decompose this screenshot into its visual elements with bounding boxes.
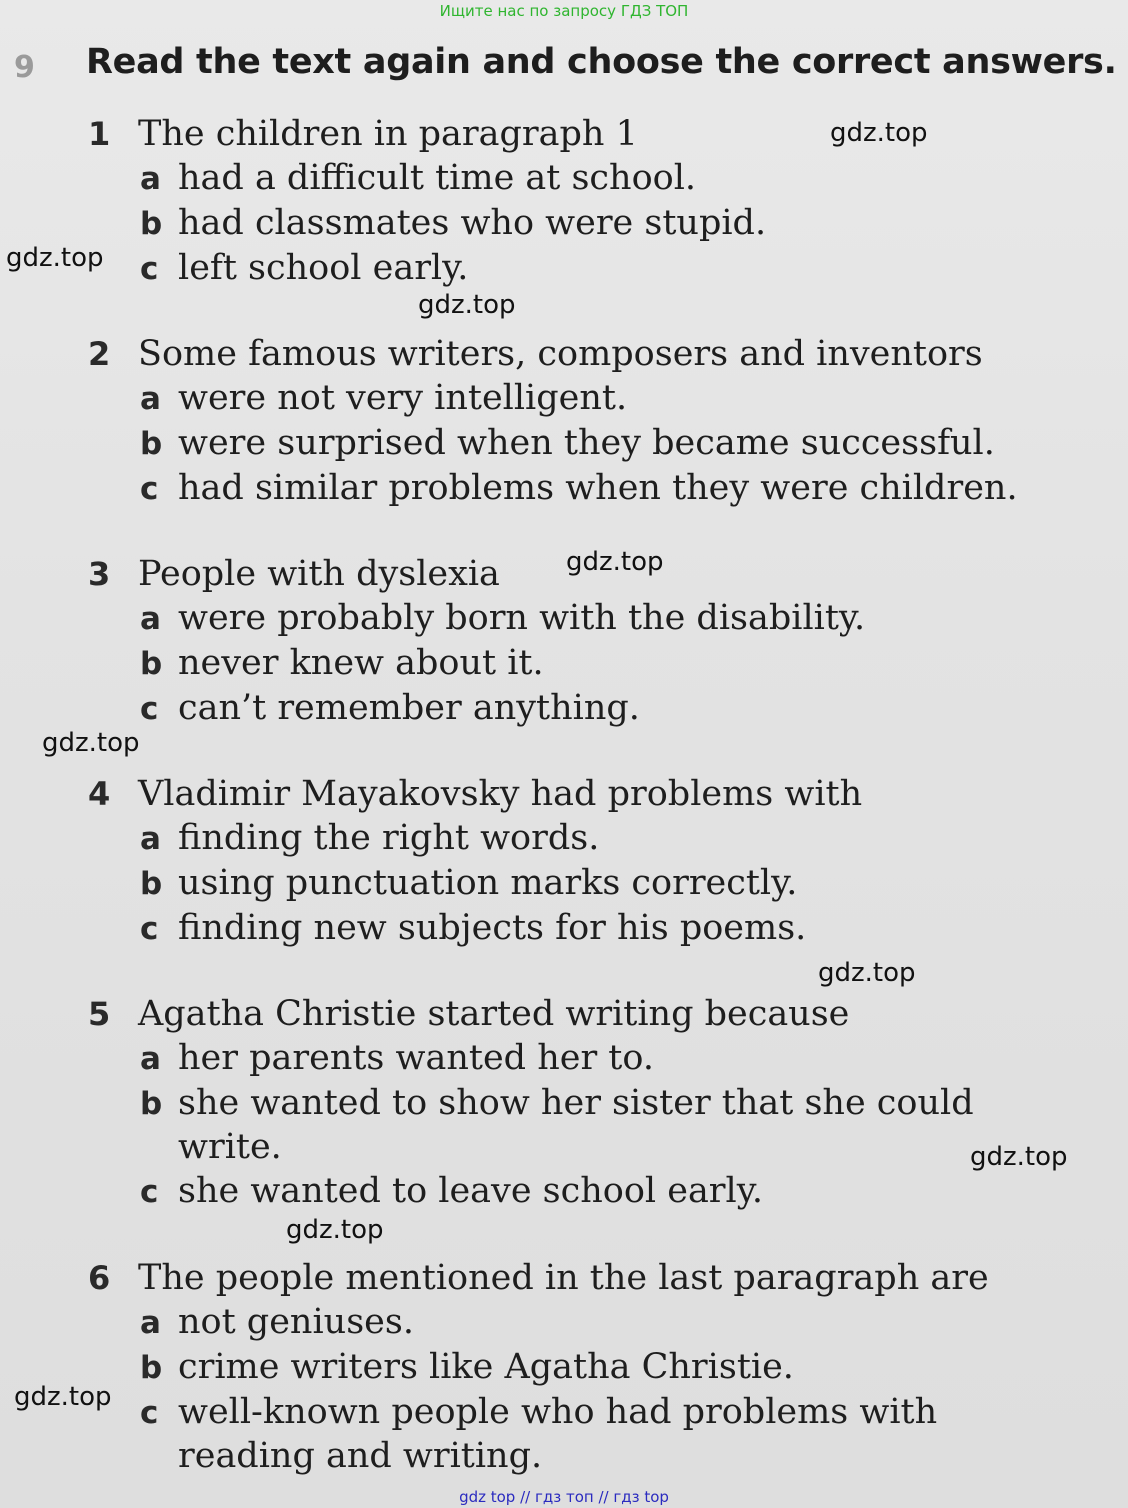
option-letter: a <box>140 161 161 197</box>
option-b[interactable] <box>88 421 1118 466</box>
question-number: 2 <box>88 335 111 373</box>
watermark: gdz.top <box>42 728 140 758</box>
option-text: not geniuses. <box>178 1302 414 1342</box>
option-letter: c <box>140 911 159 947</box>
option-letter: b <box>140 1086 163 1122</box>
watermark: gdz.top <box>14 1382 112 1412</box>
option-letter: a <box>140 1041 161 1077</box>
question-stem: Some famous writers, composers and inventors <box>138 334 983 374</box>
question-stem: People with dyslexia <box>138 554 500 594</box>
top-banner[interactable]: Ищите нас по запросу ГДЗ ТОП <box>439 2 689 20</box>
option-letter: c <box>140 251 159 287</box>
option-letter: b <box>140 646 163 682</box>
option-c[interactable] <box>88 1169 1118 1214</box>
option-letter: b <box>140 426 163 462</box>
option-text: had a difficult time at school. <box>178 158 697 198</box>
watermark: gdz.top <box>566 547 664 577</box>
option-a[interactable] <box>88 1036 1118 1081</box>
option-b[interactable] <box>88 861 1118 906</box>
option-text: crime writers like Agatha Christie. <box>178 1347 794 1387</box>
question-number: 4 <box>88 775 111 813</box>
question-stem: Agatha Christie started writing because <box>138 994 850 1034</box>
option-text: she wanted to show her sister that she could write. <box>178 1083 974 1167</box>
option-letter: c <box>140 1174 159 1210</box>
option-text: can’t remember anything. <box>178 688 640 728</box>
question-3 <box>88 552 1118 731</box>
question-number: 3 <box>88 555 111 593</box>
option-letter: b <box>140 866 163 902</box>
option-c[interactable] <box>88 906 1118 951</box>
option-a[interactable] <box>88 596 1118 641</box>
question-number: 5 <box>88 995 111 1033</box>
option-c[interactable] <box>88 466 1118 511</box>
option-letter: c <box>140 691 159 727</box>
question-stem-line <box>88 332 1118 376</box>
option-text: finding new subjects for his poems. <box>178 908 807 948</box>
bottom-banner[interactable]: gdz top // гдз топ // гдз top <box>459 1488 669 1506</box>
option-a[interactable] <box>88 376 1118 421</box>
question-stem: The children in paragraph 1 <box>138 114 638 154</box>
question-stem-line <box>88 1256 1118 1300</box>
option-letter: c <box>140 471 159 507</box>
question-1 <box>88 112 1118 291</box>
question-number: 1 <box>88 115 111 153</box>
option-b[interactable] <box>88 1345 1118 1390</box>
option-a[interactable] <box>88 816 1118 861</box>
option-letter: a <box>140 601 161 637</box>
option-a[interactable] <box>88 156 1118 201</box>
exercise-number: 9 <box>14 50 35 85</box>
watermark: gdz.top <box>418 290 516 320</box>
option-b[interactable] <box>88 641 1118 686</box>
question-4 <box>88 772 1118 951</box>
option-letter: b <box>140 1350 163 1386</box>
question-5 <box>88 992 1118 1214</box>
watermark: gdz.top <box>830 118 928 148</box>
watermark: gdz.top <box>286 1215 384 1245</box>
option-letter: a <box>140 1305 161 1341</box>
question-6 <box>88 1256 1118 1478</box>
option-text: her parents wanted her to. <box>178 1038 654 1078</box>
option-c[interactable] <box>88 246 1118 291</box>
option-text: were surprised when they became successful. <box>178 423 995 463</box>
watermark: gdz.top <box>818 958 916 988</box>
option-c[interactable] <box>88 686 1118 731</box>
option-c[interactable] <box>88 1390 1118 1478</box>
option-letter: c <box>140 1395 159 1431</box>
question-stem: The people mentioned in the last paragraph are <box>138 1258 989 1298</box>
option-b[interactable] <box>88 1081 1118 1169</box>
question-stem: Vladimir Mayakovsky had problems with <box>138 774 863 814</box>
option-text: were not very intelligent. <box>178 378 628 418</box>
option-text: never knew about it. <box>178 643 544 683</box>
option-text: had similar problems when they were children. <box>178 468 1018 508</box>
option-text: she wanted to leave school early. <box>178 1171 763 1211</box>
option-text: finding the right words. <box>178 818 600 858</box>
option-letter: b <box>140 206 163 242</box>
exercise-instruction: Read the text again and choose the correct answers. <box>86 42 1117 82</box>
option-letter: a <box>140 381 161 417</box>
watermark: gdz.top <box>970 1142 1068 1172</box>
option-a[interactable] <box>88 1300 1118 1345</box>
option-text: well-known people who had problems with reading and writing. <box>178 1392 938 1476</box>
question-stem-line <box>88 112 1118 156</box>
option-letter: a <box>140 821 161 857</box>
question-stem-line <box>88 772 1118 816</box>
option-text: had classmates who were stupid. <box>178 203 767 243</box>
question-2 <box>88 332 1118 511</box>
watermark: gdz.top <box>6 243 104 273</box>
question-number: 6 <box>88 1259 111 1297</box>
option-text: left school early. <box>178 248 469 288</box>
question-stem-line <box>88 992 1118 1036</box>
option-b[interactable] <box>88 201 1118 246</box>
option-text: using punctuation marks correctly. <box>178 863 798 903</box>
option-text: were probably born with the disability. <box>178 598 866 638</box>
